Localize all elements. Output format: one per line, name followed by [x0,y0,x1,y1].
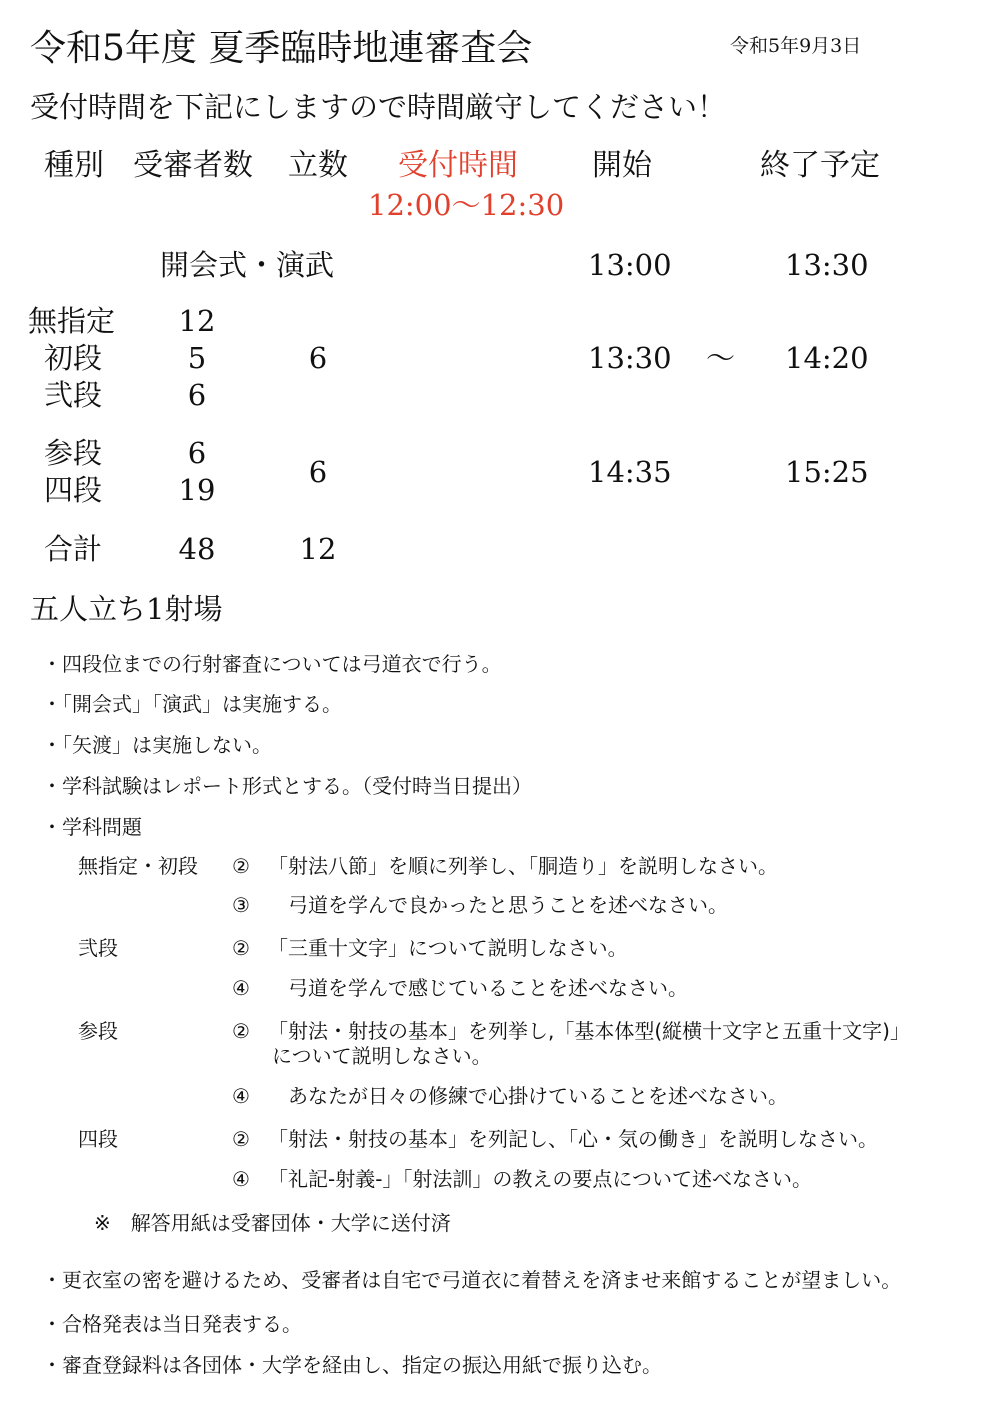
question-number: ④ [232,1084,250,1108]
question-text: について説明しなさい。 [272,1044,492,1068]
footer-note: ・審査登録料は各団体・大学を経由し、指定の振込用紙で振り込む。 [42,1353,662,1377]
footer-note: ・合格発表は当日発表する。 [42,1312,302,1336]
question-rank: 弐段 [78,936,118,960]
question-rank: 四段 [78,1127,118,1151]
note-item: ・「開会式」「演武」は実施する。 [42,692,342,716]
rank-label: 弐段 [44,378,103,412]
note-item: ・学科問題 [42,815,142,839]
note-item: ・四段位までの行射審査については弓道衣で行う。 [42,652,502,676]
page-subtitle: 受付時間を下記にしますので時間厳守してください！ [30,90,727,124]
question-number: ② [232,1019,250,1043]
group-tachi: 6 [308,455,328,489]
question-number: ④ [232,1167,250,1191]
total-label: 合計 [44,532,103,566]
rank-label: 無指定 [28,304,116,338]
total-tachi: 12 [299,532,337,566]
question-rank: 無指定・初段 [78,854,198,878]
question-text: 「三重十文字」について説明しなさい。 [268,936,628,960]
question-number: ② [232,936,250,960]
ceremony-label: 開会式・演武 [160,248,335,282]
question-number: ④ [232,976,250,1000]
question-text: 弓道を学んで良かったと思うことを述べなさい。 [268,893,728,917]
rank-label: 四段 [44,473,103,507]
group-tachi: 6 [308,341,328,375]
header-tachi: 立数 [288,148,348,183]
header-start: 開始 [592,148,652,183]
question-text: 「射法八節」を順に列挙し、「胴造り」を説明しなさい。 [268,854,778,878]
reception-time: 12:00～12:30 [368,188,565,222]
page-title: 令和5年度 夏季臨時地連審査会 [30,28,533,69]
question-text: 「射法・射技の基本」を列挙し,「基本体型(縦横十文字と五重十文字)」 [268,1019,910,1043]
ceremony-end: 13:30 [785,248,869,282]
note-item: ・「矢渡」は実施しない。 [42,733,272,757]
header-count: 受審者数 [133,148,253,183]
question-text: 弓道を学んで感じていることを述べなさい。 [268,976,688,1000]
rank-count: 19 [178,473,216,507]
rank-count: 6 [187,378,207,412]
header-reception: 受付時間 [398,148,518,183]
note-item: ・学科試験はレポート形式とする。（受付時当日提出） [42,774,532,798]
group-start: 13:30 [588,341,672,375]
rank-count: 5 [187,341,207,375]
question-number: ③ [232,893,250,917]
question-number: ② [232,854,250,878]
question-text: 「礼記-射義-」「射法訓」の教えの要点について述べなさい。 [268,1167,813,1191]
rank-label: 参段 [44,436,103,470]
question-text: あなたが日々の修練で心掛けていることを述べなさい。 [268,1084,788,1108]
footer-note: ・更衣室の密を避けるため、受審者は自宅で弓道衣に着替えを済ませ来館することが望ましい。 [42,1268,902,1292]
answer-sheet-note: ※ 解答用紙は受審団体・大学に送付済 [94,1211,451,1235]
ceremony-start: 13:00 [588,248,672,282]
document-date: 令和5年9月3日 [730,35,862,57]
group-end: 15:25 [785,455,869,489]
group-start: 14:35 [588,455,672,489]
rank-label: 初段 [44,341,103,375]
rank-count: 12 [178,304,216,338]
header-type: 種別 [44,148,104,183]
rank-count: 6 [187,436,207,470]
question-rank: 参段 [78,1019,118,1043]
header-end: 終了予定 [760,148,880,183]
group-end: 14:20 [785,341,869,375]
shooting-format: 五人立ち1射場 [30,592,223,626]
question-number: ② [232,1127,250,1151]
total-count: 48 [178,532,216,566]
question-text: 「射法・射技の基本」を列記し、「心・気の働き」を説明しなさい。 [268,1127,878,1151]
tilde: ～ [706,341,736,375]
